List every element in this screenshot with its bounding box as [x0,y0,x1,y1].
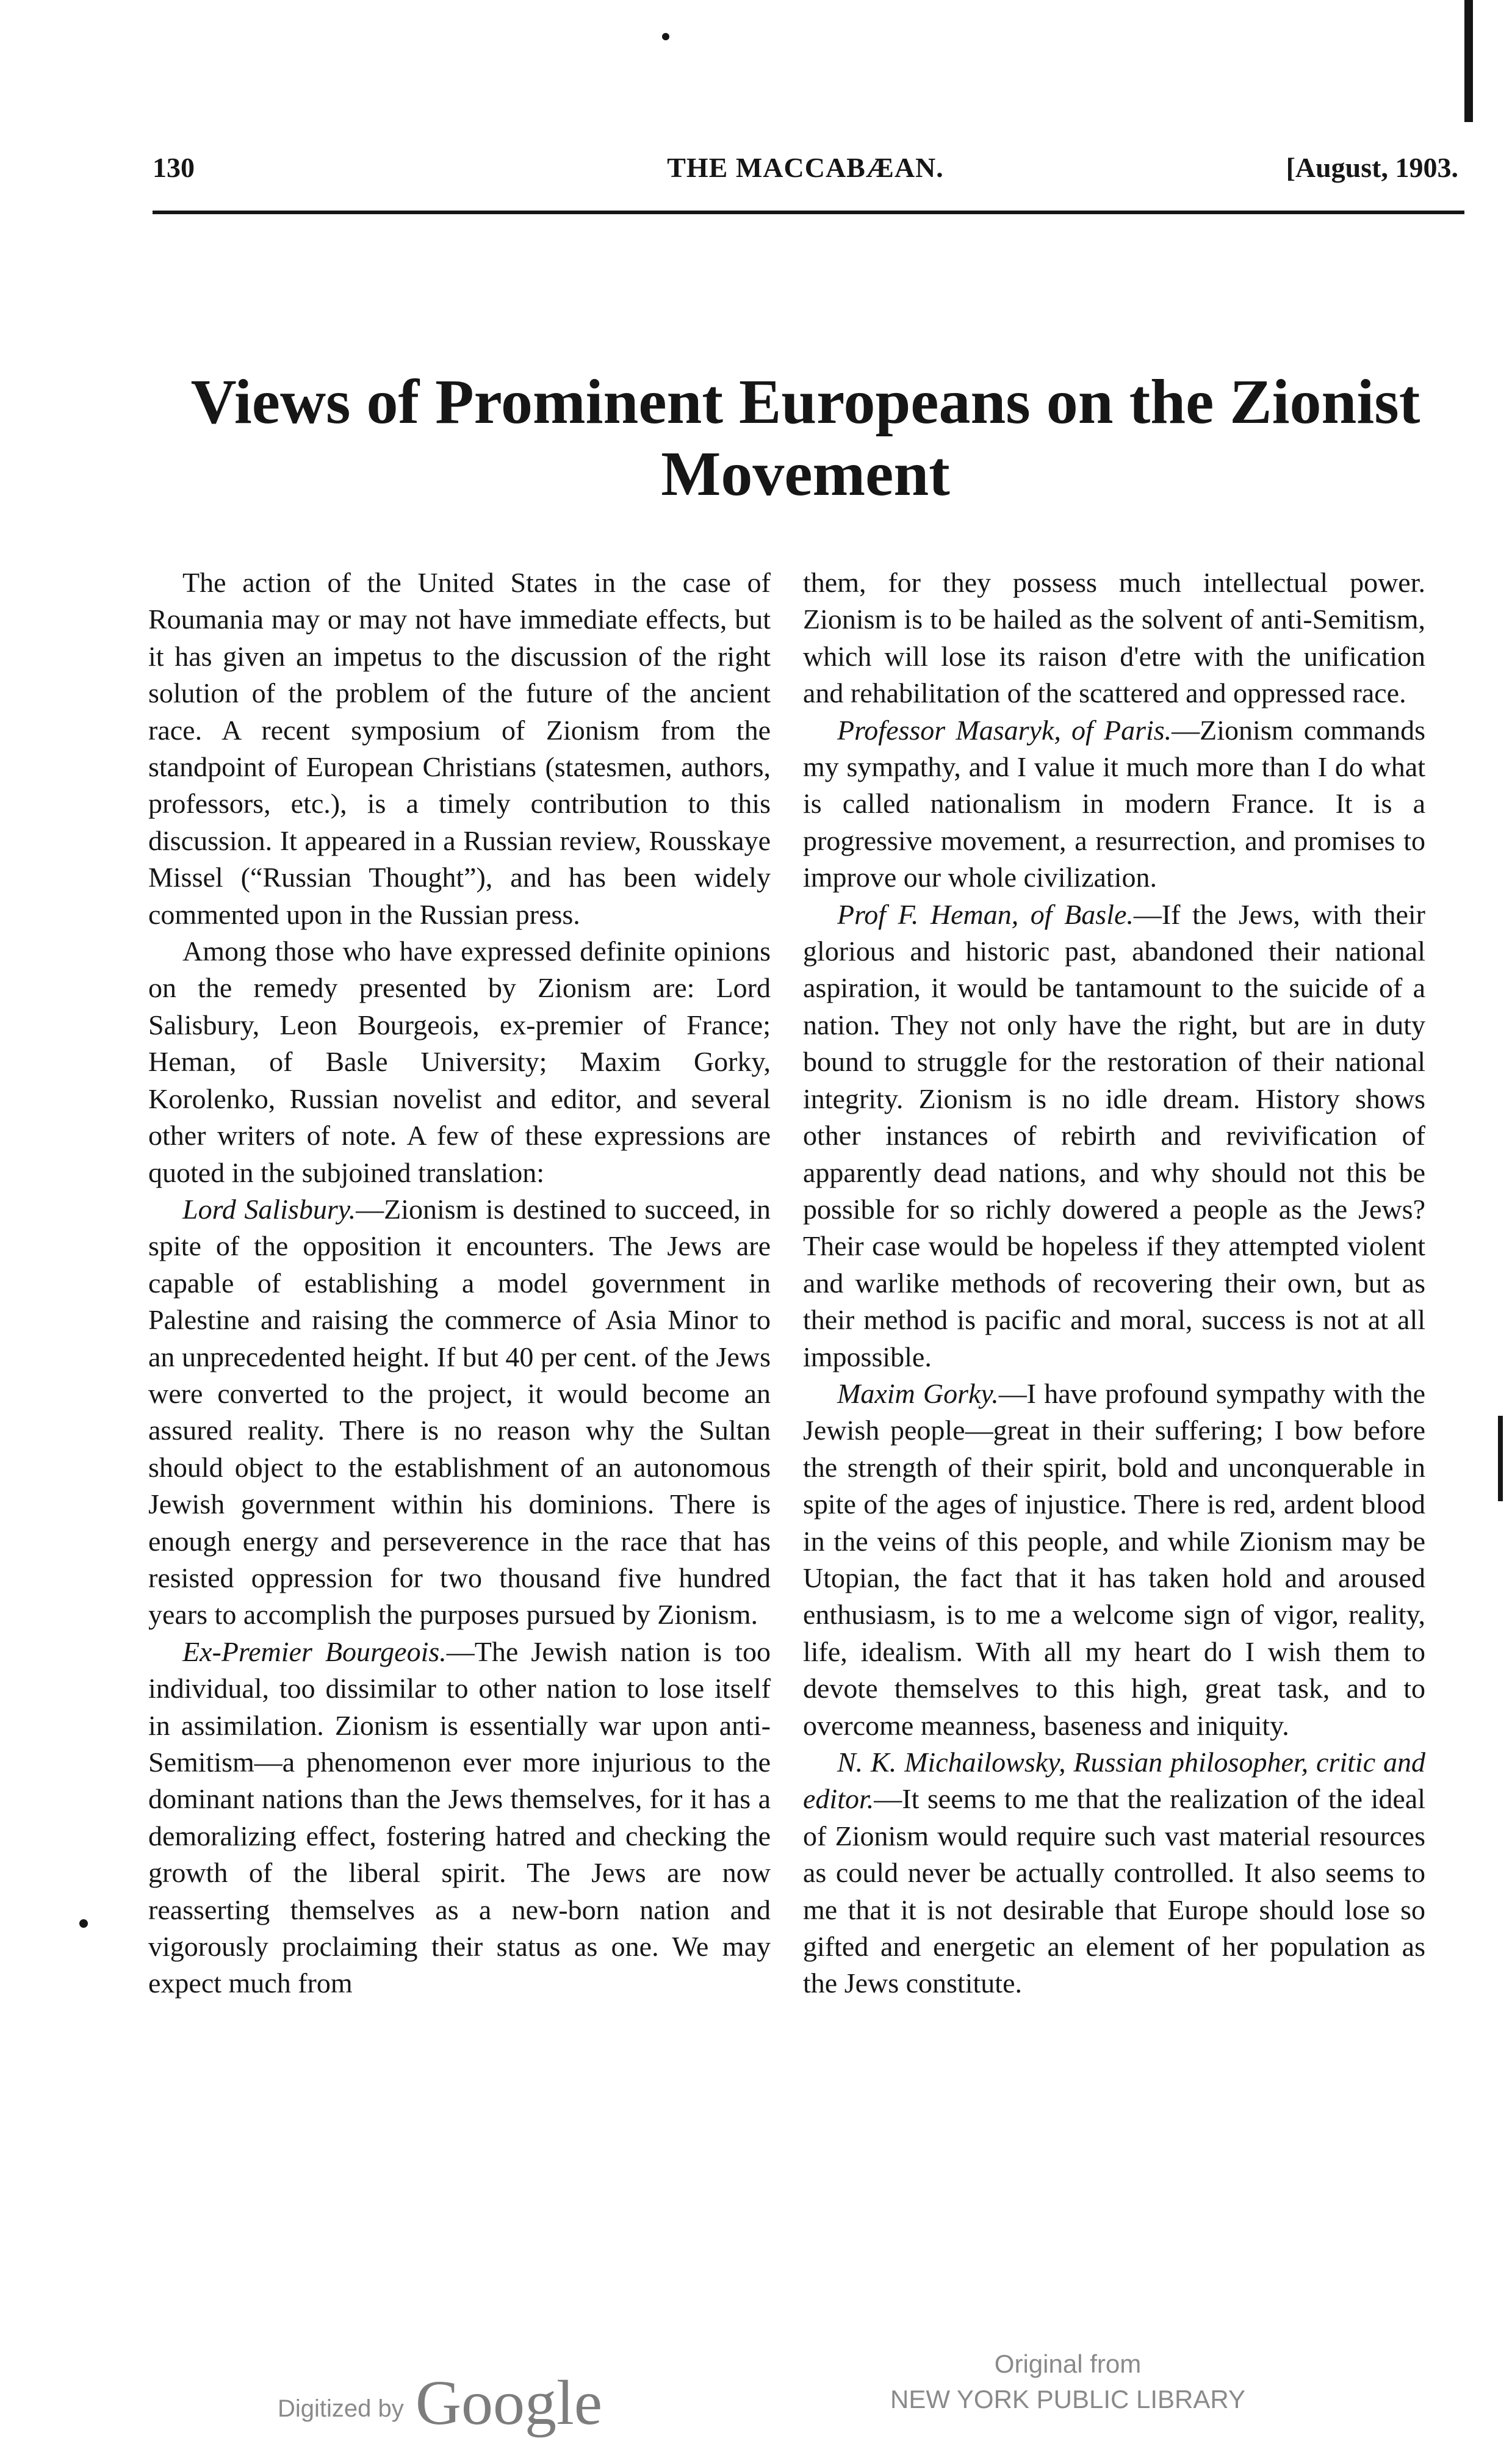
paragraph [148,933,771,1191]
page-number: 130 [153,152,195,183]
paragraph-text: them, for they possess much intellectual power. Zionism is to be hailed as the solvent of anti-Semitism, which will lose its raison d'etre with the unification and rehabilitation of the scattered and oppressed race. [803,567,1425,709]
library-notice [873,2346,1263,2417]
scan-mark [1498,1416,1503,1501]
speaker-name: Prof F. Heman, of Basle. [837,898,1134,930]
digitized-by-label: Digitized by [278,2395,404,2422]
paragraph-text: —The Jewish nation is too individual, too dissimilar to other nation to lose itself in assimilation. Zionism is essentially war upon anti-Semitism—a phenomenon ever more injurious to the dominant nations than the Jews themselves, for it has a demoralizing effect, fostering hatred and checking the growth of the liberal spirit. The Jews are now reasserting themselves as a new-born nation and vigorously proclaiming their status as one. We may expect much from [148,1635,771,1999]
paragraph-text: —Zionism is destined to succeed, in spite of the opposition it encounters. The Jews are capable of establishing a model government in Palestine and raising the commerce of Asia Minor to an unprecedented height. If but 40 per cent. of the Jews were converted to the project, it would become an assured reality. There is no reason why the Sultan should object to the establishment of an autonomous Jewish government within his dominions. There is enough energy and perseverence in the race that has resisted oppression for two thousand five hundred years to accomplish the purposes pursued by Zionism. [148,1193,771,1631]
paragraph [148,1634,771,2002]
paragraph-text: —If the Jews, with their glorious and historic past, abandoned their national aspiration, it would be tantamount to the suicide of a nation. They not only have the right, but are in duty bound to struggle for the restoration of their national integrity. Zionism is no idle dream. History shows other instances of rebirth and revivification of apparently dead nations, and why should not this be possible for so richly dowered a people as the Jews? Their case would be hopeless if they attempted violent and warlike methods of recovering their own, but as their method is pacific and moral, success is not at all impossible. [803,898,1425,1372]
article-title: Views of Prominent Europeans on the Zionist Movement [190,367,1420,509]
issue-date: [August, 1903. [1286,152,1458,183]
speaker-name: Ex-Premier Bourgeois. [182,1635,447,1667]
paragraph [803,712,1425,896]
speaker-name: Lord Salisbury. [182,1193,356,1225]
paragraph [803,896,1425,1376]
library-name: NEW YORK PUBLIC LIBRARY [890,2385,1245,2414]
paragraph [148,1191,771,1634]
speaker-name: N. K. Michailowsky, Russian philosopher, critic and editor. [803,1747,1425,1815]
scan-mark [79,1919,88,1928]
scan-mark [662,33,669,40]
paragraph [148,564,771,933]
digitized-by-notice [278,2367,602,2439]
paragraph-text: —I have profound sympathy with the Jewish people—great in their suffering; I bow before the strength of their spirit, bold and unconquerable in spite of the ages of injustice. There is red, ardent blood in the veins of this people, and while Zionism may be Utopian, the fact that it has taken hold and aroused enthusiasm, is to me a welcome sign of vigor, reality, life, idealism. With all my heart do I wish them to devote themselves to this high, great task, and to overcome meanness, baseness and iniquity. [803,1377,1425,1741]
paragraph-text: —It seems to me that the realization of the ideal of Zionism would require such vast material resources as could never be actually controlled. It also seems to me that it is not desirable that Europe should lose so gifted and energetic an element of her population as the Jews constitute. [803,1783,1425,1999]
running-head [153,151,1458,200]
paragraph-text: The action of the United States in the case of Roumania may or may not have immediate effects, but it has given an impetus to the discussion of the right solution of the problem of the future of the ancient race. A recent symposium of Zionism from the standpoint of European Christians (statesmen, authors, professors, etc.), is a timely contribution to this discussion. It appeared in a Russian review, Rousskaye Missel (“Russian Thought”), and has been widely commented upon in the Russian press. [148,567,771,930]
paragraph [803,1744,1425,2002]
journal-title: THE MACCABÆAN. [667,152,944,183]
google-logo: Google [415,2368,603,2438]
right-column [803,564,1425,2002]
speaker-name: Maxim Gorky. [837,1377,999,1409]
paragraph-text: Among those who have expressed definite opinions on the remedy presented by Zionism are: Lord Salisbury, Leon Bourgeois, ex-premier of France; Heman, of Basle University; Maxim Gorky, Korolenko, Russian novelist and editor, and several other writers of note. A few of these expressions are quoted in the subjoined translation: [148,936,771,1188]
speaker-name: Professor Masaryk, of Paris. [837,714,1172,746]
paragraph [803,1376,1425,1744]
original-from-label: Original from [994,2349,1142,2378]
left-column [148,564,771,2002]
paragraph-text: —Zionism commands my sympathy, and I value it much more than I do what is called nationalism in modern France. It is a progressive movement, a resurrection, and promises to improve our whole civilization. [803,714,1425,893]
paragraph [803,564,1425,712]
header-rule [153,211,1464,214]
scan-mark [1464,0,1473,122]
